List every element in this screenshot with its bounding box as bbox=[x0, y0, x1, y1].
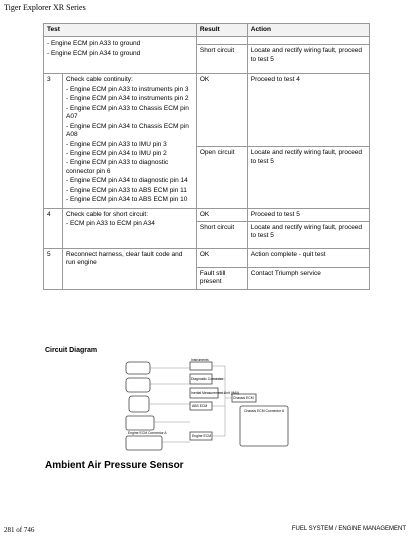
label-engine-ecm: Engine ECM bbox=[192, 434, 212, 438]
list-item: - Engine ECM pin A34 to ABS ECM pin 10 bbox=[66, 196, 188, 204]
label-imu: Inertial Measurement Unit (IMU) bbox=[191, 391, 240, 395]
result-cell bbox=[196, 37, 247, 45]
result-cell: Open circuit bbox=[196, 147, 247, 208]
page-header: Tiger Explorer XR Series bbox=[4, 3, 86, 12]
label-instruments: Instruments bbox=[191, 358, 209, 362]
test-title: Check cable continuity: bbox=[66, 76, 133, 84]
action-cell: Proceed to test 4 bbox=[247, 74, 369, 147]
list-item: - Engine ECM pin A33 to ABS ECM pin 11 bbox=[66, 186, 187, 194]
page-number: 281 of 746 bbox=[4, 526, 35, 534]
diagnostic-test-table bbox=[43, 23, 370, 290]
table-row bbox=[44, 74, 370, 147]
action-cell: Proceed to test 5 bbox=[247, 208, 369, 221]
result-cell: OK bbox=[196, 249, 247, 268]
action-cell: Locate and rectify wiring fault, proceed to test 5 bbox=[247, 147, 369, 208]
list-item: - Engine ECM pin A34 to ground bbox=[47, 49, 141, 57]
list-item: - Engine ECM pin A33 to IMU pin 3 bbox=[66, 140, 167, 148]
action-cell: Contact Triumph service bbox=[247, 268, 369, 290]
engine-ecm-connector bbox=[126, 436, 162, 450]
diagnostic-connector-shape bbox=[126, 378, 150, 392]
action-cell: Locate and rectify wiring fault, proceed to test 5 bbox=[247, 45, 369, 74]
label-diagnostic: Diagnostic Connector bbox=[191, 377, 224, 381]
test-number: 5 bbox=[44, 249, 63, 290]
label-chassis: Chassis ECM bbox=[233, 396, 254, 400]
footer-section: FUEL SYSTEM / ENGINE MANAGEMENT bbox=[291, 526, 406, 532]
list-item: - ECM pin A33 to ECM pin A34 bbox=[66, 220, 155, 227]
header-test: Test bbox=[44, 24, 197, 37]
test-cell bbox=[44, 37, 197, 74]
list-item: - Engine ECM pin A34 to IMU pin 2 bbox=[66, 149, 167, 157]
label-abs: ABS ECM bbox=[192, 404, 208, 408]
action-cell: Action complete - quit test bbox=[247, 249, 369, 268]
instruments-connector bbox=[126, 362, 150, 374]
table-row bbox=[44, 208, 370, 221]
abs-connector bbox=[126, 416, 154, 430]
list-item: - Engine ECM pin A34 to diagnostic pin 14 bbox=[66, 177, 188, 185]
result-cell: Short circuit bbox=[196, 222, 247, 249]
result-cell: Fault still present bbox=[196, 268, 247, 290]
label-chassis-connector: Chassis ECM Connector A bbox=[244, 409, 285, 413]
test-title: Check cable for short circuit: bbox=[66, 210, 149, 218]
table-row bbox=[44, 37, 370, 45]
circuit-diagram bbox=[120, 356, 300, 456]
header-action: Action bbox=[247, 24, 369, 37]
result-cell: Short circuit bbox=[196, 45, 247, 74]
table-row bbox=[44, 249, 370, 268]
action-cell: Locate and rectify wiring fault, proceed to test 5 bbox=[247, 222, 369, 249]
result-cell: OK bbox=[196, 208, 247, 221]
list-item: - Engine ECM pin A33 to diagnostic connector pin 6 bbox=[66, 159, 169, 175]
test-cell bbox=[63, 208, 197, 248]
result-cell: OK bbox=[196, 74, 247, 147]
test-number: 3 bbox=[44, 74, 63, 208]
imu-connector bbox=[129, 396, 149, 412]
test-number: 4 bbox=[44, 208, 63, 248]
test-cell bbox=[63, 74, 197, 208]
table-header-row bbox=[44, 24, 370, 37]
header-result: Result bbox=[196, 24, 247, 37]
list-item: - Engine ECM pin A33 to ground bbox=[47, 40, 141, 48]
test-cell: Reconnect harness, clear fault code and run engine bbox=[63, 249, 197, 290]
action-cell bbox=[247, 37, 369, 45]
circuit-diagram-heading: Circuit Diagram bbox=[45, 347, 98, 354]
list-item: - Engine ECM pin A34 to instruments pin 2 bbox=[66, 95, 189, 103]
label-engine-connector: Engine ECM Connector A bbox=[128, 431, 167, 435]
instruments-box bbox=[190, 362, 212, 370]
list-item: - Engine ECM pin A34 to Chassis ECM pin A08 bbox=[66, 122, 189, 139]
section-heading: Ambient Air Pressure Sensor bbox=[45, 460, 184, 471]
list-item: - Engine ECM pin A33 to Chassis ECM pin A07 bbox=[66, 104, 189, 121]
list-item: - Engine ECM pin A33 to instruments pin 3 bbox=[66, 85, 189, 93]
